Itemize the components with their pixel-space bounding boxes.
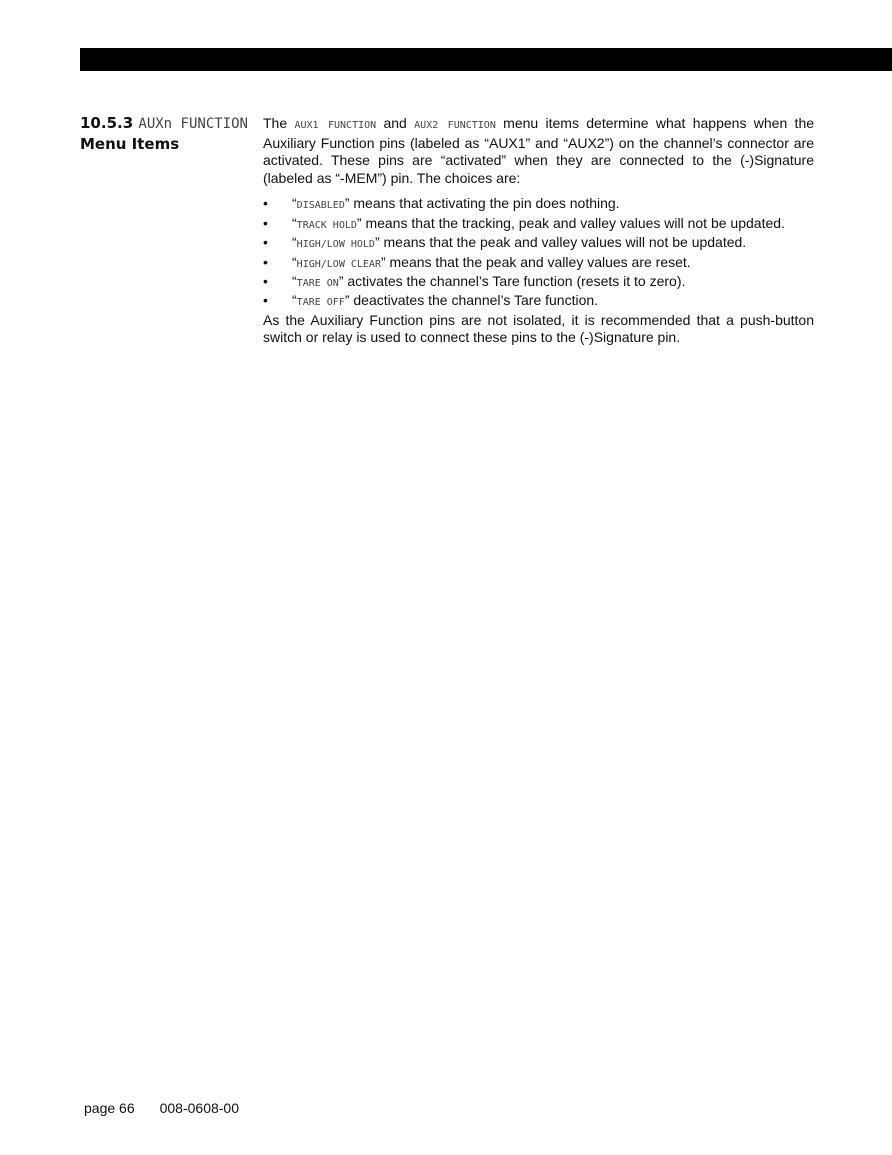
choice-code: HIGH/LOW CLEAR [296, 258, 381, 270]
choice-text: ” means that the peak and valley values will not be updated. [374, 234, 747, 251]
choice-code: HIGH/LOW HOLD [296, 239, 375, 251]
section-title-code: AUXn FUNCTION [138, 116, 248, 132]
list-item [263, 273, 814, 292]
open-quote: “ [292, 273, 297, 289]
page-footer [84, 1100, 239, 1116]
page-number: page 66 [84, 1100, 135, 1116]
bullet-icon: • [263, 195, 268, 212]
open-quote: “ [292, 195, 297, 212]
list-item [263, 292, 814, 311]
choices-list [263, 195, 814, 311]
list-item [263, 254, 814, 273]
closing-paragraph: As the Auxiliary Function pins are not isolated, it is recommended that a push-button switch or relay is used to connect these pins to the (-)Signature pin. [263, 311, 814, 346]
intro-paragraph [263, 115, 814, 187]
choice-text: ” means that activating the pin does nothing. [344, 195, 620, 212]
document-number: 008-0608-00 [159, 1100, 240, 1116]
bullet-icon: • [263, 292, 268, 309]
intro-text-3: menu items determine what happens when the Auxiliary Function pins (labeled as “AUX1” and “AUX2”) on the channel’s connector are activated. These pins are “activated” when they are connected to the (-)Signature (labeled as “-MEM”) pin. The choices are: [263, 115, 815, 186]
list-item [263, 215, 814, 234]
choice-text: ” activates the channel’s Tare function (resets it to zero). [338, 273, 686, 289]
section-heading [80, 113, 250, 154]
section-number: 10.5.3 [80, 114, 134, 132]
choice-code: TARE OFF [296, 297, 345, 309]
bullet-icon: • [263, 273, 268, 289]
intro-code-aux1: AUX1 FUNCTION [294, 120, 377, 131]
choice-text: ” deactivates the channel’s Tare function. [344, 292, 599, 309]
open-quote: “ [292, 214, 297, 231]
bullet-icon: • [263, 253, 268, 270]
intro-text-2: and [376, 115, 415, 131]
bullet-icon: • [263, 214, 268, 231]
list-item [263, 195, 814, 214]
intro-text-1: The [263, 115, 295, 131]
choice-code: TRACK HOLD [296, 219, 357, 231]
list-item [263, 234, 814, 253]
section-body [263, 115, 814, 347]
choice-code: TARE ON [296, 278, 339, 289]
section-title-rest: Menu Items [80, 135, 180, 153]
choice-code: DISABLED [296, 200, 345, 212]
header-bar [80, 48, 892, 71]
choice-text: ” means that the peak and valley values are reset. [380, 253, 691, 270]
intro-code-aux2: AUX2 FUNCTION [414, 120, 496, 131]
bullet-icon: • [263, 234, 268, 251]
open-quote: “ [292, 234, 297, 251]
choice-text: ” means that the tracking, peak and valley values will not be updated. [356, 214, 785, 231]
open-quote: “ [292, 292, 297, 309]
open-quote: “ [292, 253, 297, 270]
